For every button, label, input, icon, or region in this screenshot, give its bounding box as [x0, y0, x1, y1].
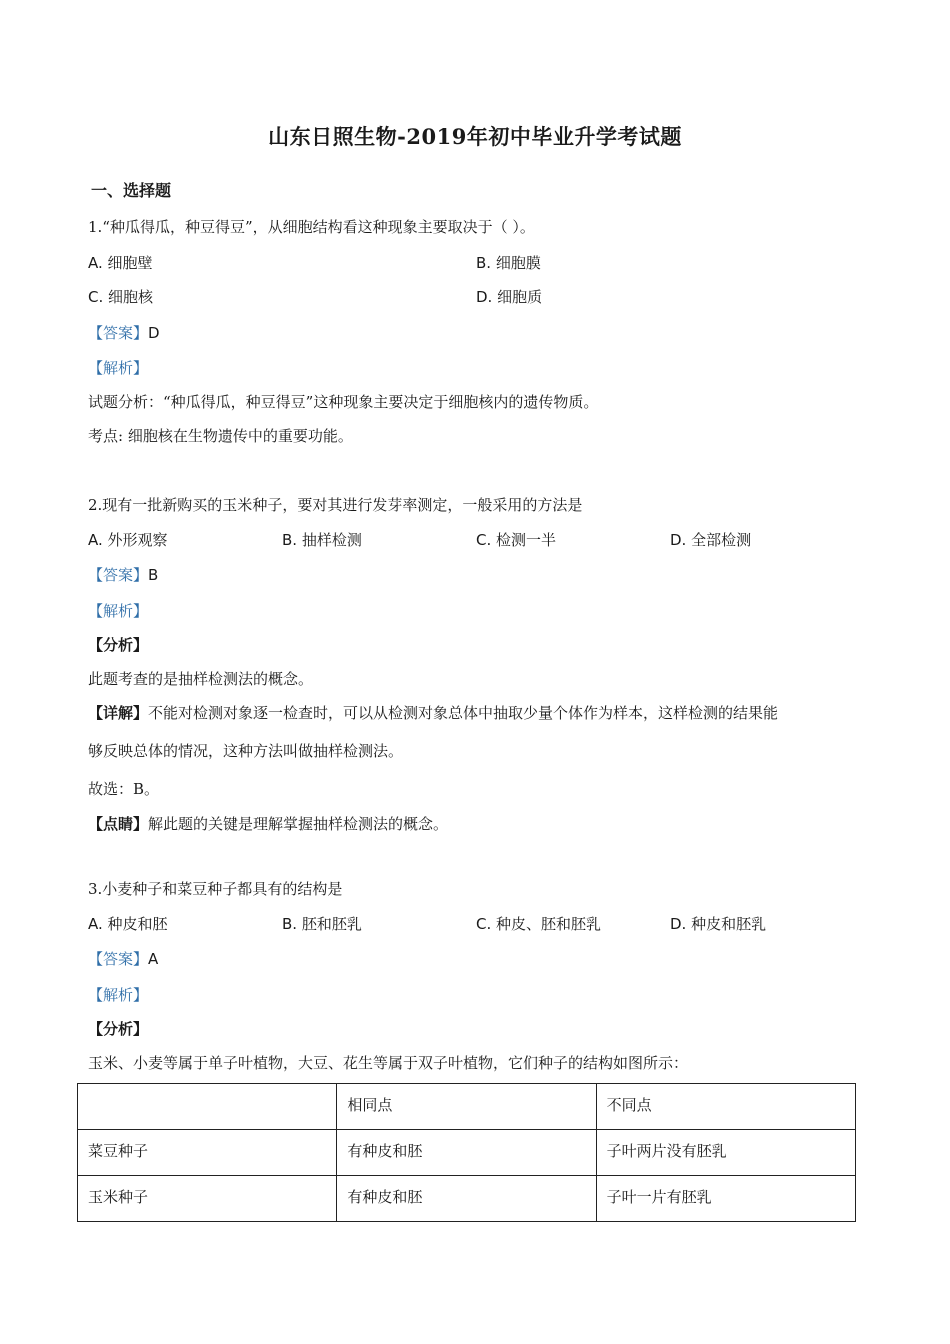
q2-detail-line1	[88, 703, 778, 723]
question-3-stem: 3.小麦种子和菜豆种子都具有的结构是	[88, 880, 343, 898]
seed-structure-table	[77, 1083, 856, 1222]
answer-value: A	[148, 950, 159, 968]
q1-answer	[88, 323, 160, 343]
q3-answer	[88, 949, 158, 969]
q2-detail-line2: 够反映总体的情况，这种方法叫做抽样检测法。	[88, 742, 404, 760]
option-text: 细胞核	[108, 288, 154, 306]
page-title: 山东日照生物-2019年初中毕业升学考试题	[268, 124, 682, 149]
q2-choice: 故选：B。	[88, 780, 160, 798]
table-row	[78, 1176, 856, 1222]
option-text: 细胞膜	[495, 254, 541, 272]
option-text: 全部检测	[691, 531, 752, 549]
option-text: 抽样检测	[301, 531, 362, 549]
question-1-stem: 1.“种瓜得瓜，种豆得豆”，从细胞结构看这种现象主要取决于（ ）。	[88, 218, 535, 236]
table-header-cell: 不同点	[596, 1084, 855, 1130]
option-text: 外形观察	[107, 531, 168, 549]
option-letter: B.	[282, 531, 298, 549]
option-letter: A.	[88, 915, 103, 933]
detail-text: 不能对检测对象逐一检查时，可以从检测对象总体中抽取少量个体作为样本，这样检测的结果能	[148, 704, 779, 722]
answer-tag: 【答案】	[88, 566, 149, 584]
option-text: 种皮和胚	[107, 915, 168, 933]
answer-value: D	[148, 324, 160, 342]
table-cell: 玉米种子	[78, 1176, 337, 1222]
q1-analysis-tag: 【解析】	[88, 359, 149, 377]
q2-analysis-tag: 【解析】	[88, 602, 149, 620]
detail-tag: 【详解】	[88, 704, 149, 722]
answer-tag: 【答案】	[88, 324, 149, 342]
q1-option-a[interactable]	[88, 253, 153, 273]
table-cell: 子叶一片有胚乳	[596, 1176, 855, 1222]
q3-analysis-tag: 【解析】	[88, 986, 149, 1004]
option-text: 种皮、胚和胚乳	[496, 915, 602, 933]
table-row	[78, 1130, 856, 1176]
table-header-cell: 相同点	[337, 1084, 596, 1130]
option-text: 胚和胚乳	[301, 915, 362, 933]
q2-option-b[interactable]	[282, 530, 362, 550]
table-cell: 子叶两片没有胚乳	[596, 1130, 855, 1176]
table-cell: 有种皮和胚	[337, 1176, 596, 1222]
table-cell: 菜豆种子	[78, 1130, 337, 1176]
q2-fenxi-tag: 【分析】	[88, 636, 149, 654]
option-letter: C.	[88, 288, 104, 306]
q1-option-c[interactable]	[88, 287, 153, 307]
q2-fenxi: 此题考查的是抽样检测法的概念。	[88, 670, 314, 688]
q1-analysis-line2: 考点: 细胞核在生物遗传中的重要功能。	[88, 427, 353, 445]
q2-comment	[88, 814, 448, 834]
option-letter: B.	[476, 254, 492, 272]
q2-option-c[interactable]	[476, 530, 556, 550]
option-letter: A.	[88, 531, 103, 549]
comment-tag: 【点睛】	[88, 815, 149, 833]
q3-fenxi: 玉米、小麦等属于单子叶植物，大豆、花生等属于双子叶植物，它们种子的结构如图所示：	[88, 1054, 689, 1072]
q2-answer	[88, 565, 158, 585]
q1-option-d[interactable]	[476, 287, 542, 307]
option-letter: D.	[670, 915, 687, 933]
option-text: 种皮和胚乳	[691, 915, 767, 933]
answer-tag: 【答案】	[88, 950, 149, 968]
question-2-stem: 2.现有一批新购买的玉米种子，要对其进行发芽率测定，一般采用的方法是	[88, 496, 583, 514]
option-text: 细胞质	[497, 288, 543, 306]
q2-option-a[interactable]	[88, 530, 168, 550]
answer-value: B	[148, 566, 159, 584]
q2-option-d[interactable]	[670, 530, 751, 550]
q3-option-c[interactable]	[476, 914, 601, 934]
option-letter: C.	[476, 915, 492, 933]
option-letter: D.	[670, 531, 687, 549]
section-heading: 一、选择题	[91, 181, 172, 200]
option-letter: B.	[282, 915, 298, 933]
q3-option-d[interactable]	[670, 914, 766, 934]
option-text: 检测一半	[496, 531, 557, 549]
comment-text: 解此题的关键是理解掌握抽样检测法的概念。	[148, 815, 449, 833]
q3-fenxi-tag: 【分析】	[88, 1020, 149, 1038]
table-cell: 有种皮和胚	[337, 1130, 596, 1176]
q3-option-b[interactable]	[282, 914, 362, 934]
table-header-row	[78, 1084, 856, 1130]
option-letter: D.	[476, 288, 493, 306]
table-header-cell	[78, 1084, 337, 1130]
q3-option-a[interactable]	[88, 914, 168, 934]
option-text: 细胞壁	[107, 254, 153, 272]
option-letter: C.	[476, 531, 492, 549]
option-letter: A.	[88, 254, 103, 272]
q1-analysis-line1: 试题分析：“种瓜得瓜，种豆得豆”这种现象主要决定于细胞核内的遗传物质。	[88, 393, 599, 411]
q1-option-b[interactable]	[476, 253, 541, 273]
